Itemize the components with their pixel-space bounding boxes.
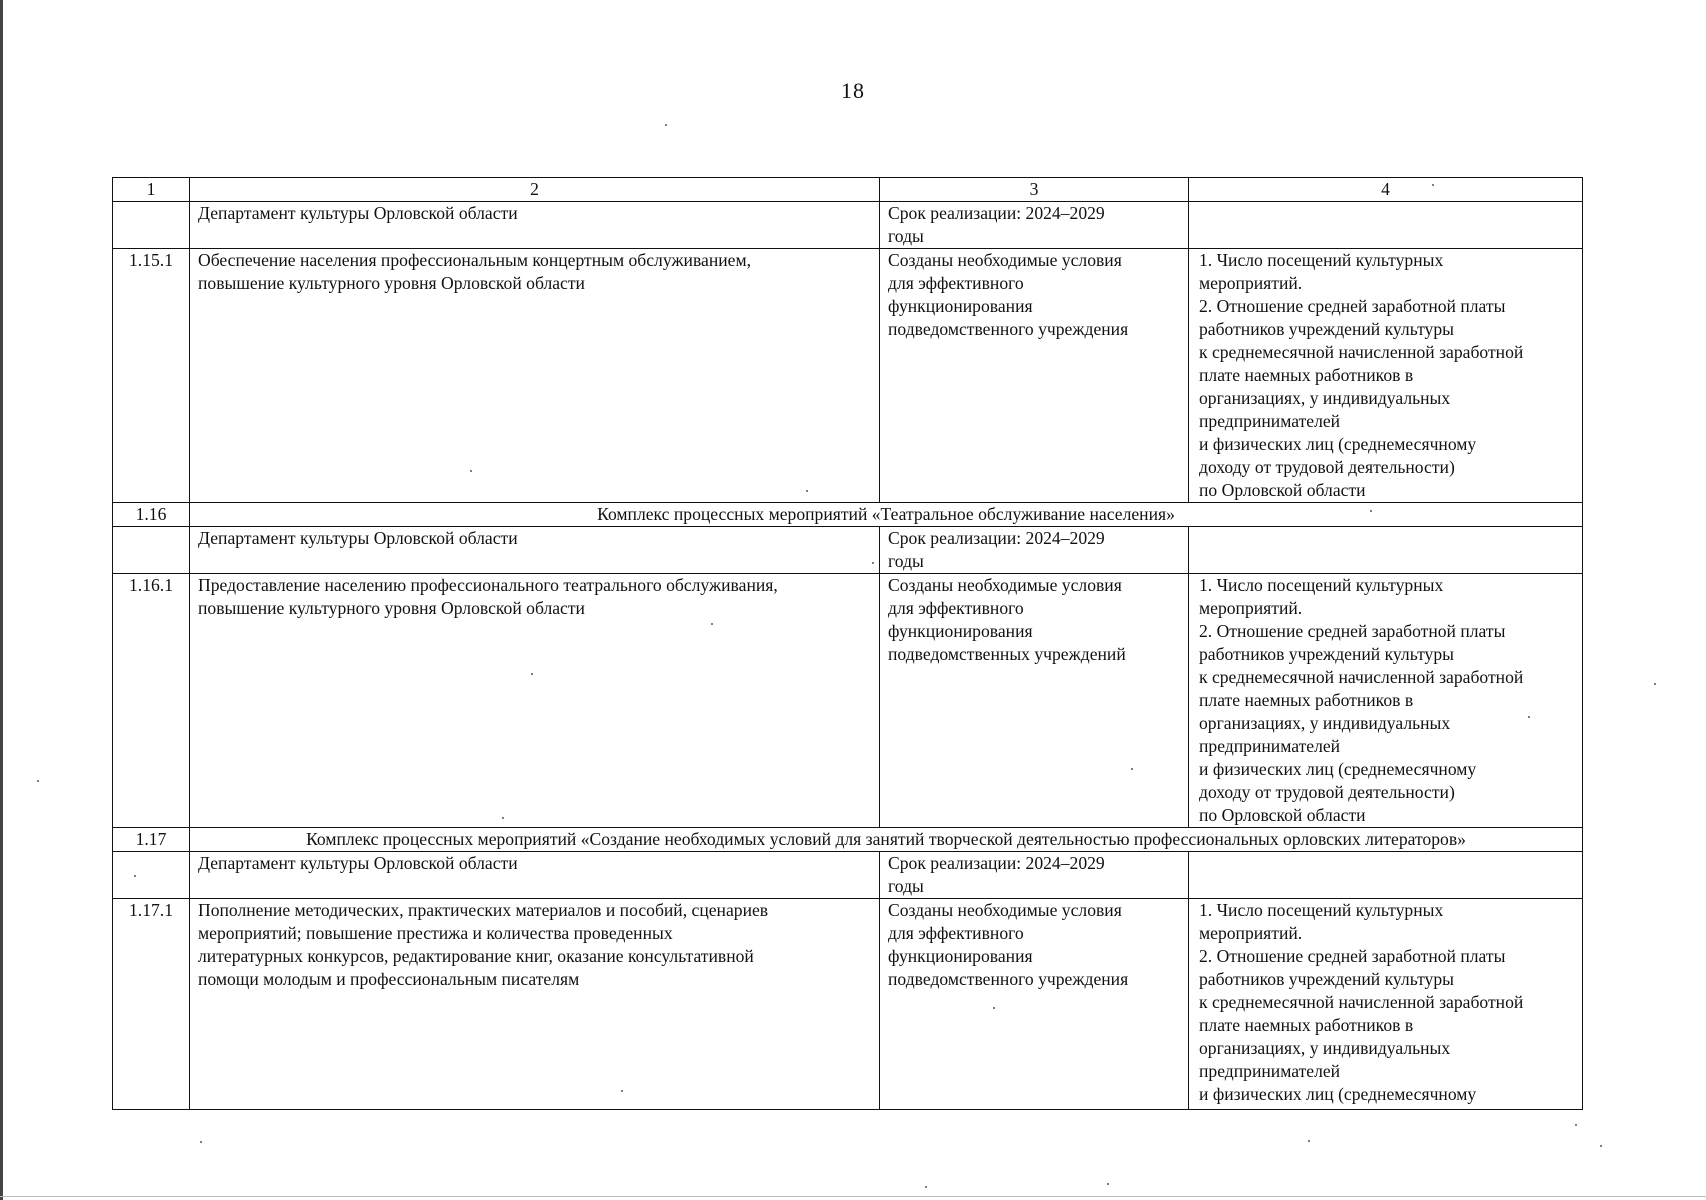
empty-cell [1189, 202, 1583, 249]
item-result [880, 249, 1189, 503]
scan-speck [1131, 768, 1133, 770]
scan-speck [872, 562, 874, 564]
item-number: 1.16.1 [113, 574, 190, 828]
scan-speck [1575, 1124, 1577, 1126]
cell-line: Срок реализации: 2024–2029 [888, 853, 1105, 873]
scan-speck [1370, 510, 1372, 512]
cell-line: и физических лиц (среднемесячному [1199, 434, 1477, 454]
cell-line: мероприятий. [1199, 273, 1303, 293]
item-result [880, 574, 1189, 828]
scan-speck [1432, 184, 1434, 186]
column-header: 2 [190, 178, 880, 202]
scan-speck [1528, 716, 1530, 718]
cell-line: организациях, у индивидуальных [1199, 713, 1451, 733]
cell-line: плате наемных работников в [1199, 690, 1414, 710]
cell-line: Созданы необходимые условия [888, 575, 1122, 595]
empty-cell [1189, 852, 1583, 899]
cell-line: организациях, у индивидуальных [1199, 1038, 1451, 1058]
cell-line: функционирования [888, 296, 1033, 316]
item-row [113, 574, 1583, 828]
column-header: 1 [113, 178, 190, 202]
scan-speck [1107, 1183, 1109, 1185]
cell-line: работников учреждений культуры [1199, 644, 1454, 664]
scan-speck [37, 780, 39, 782]
cell-line: организациях, у индивидуальных [1199, 388, 1451, 408]
scan-speck [531, 673, 533, 675]
responsible-department: Департамент культуры Орловской области [190, 527, 880, 574]
cell-line: 2. Отношение средней заработной платы [1199, 621, 1506, 641]
cell-line: функционирования [888, 946, 1033, 966]
cell-line: Срок реализации: 2024–2029 [888, 528, 1105, 548]
cell-line: по Орловской области [1199, 480, 1366, 500]
cell-line: по Орловской области [1199, 805, 1366, 825]
cell-line: к среднемесячной начисленной заработной [1199, 342, 1524, 362]
cell-line: предпринимателей [1199, 411, 1341, 431]
cell-line: мероприятий. [1199, 923, 1303, 943]
cell-line: подведомственного учреждения [888, 319, 1129, 339]
department-row [113, 527, 1583, 574]
cell-line: Срок реализации: 2024–2029 [888, 203, 1105, 223]
section-row [113, 503, 1583, 527]
column-header: 4 [1189, 178, 1583, 202]
section-row [113, 828, 1583, 852]
scan-speck [621, 1090, 623, 1092]
item-indicators [1189, 574, 1583, 828]
scan-speck [502, 817, 504, 819]
cell-line: доходу от трудовой деятельности) [1199, 457, 1455, 477]
scan-speck [711, 623, 713, 625]
scan-speck [993, 1007, 995, 1009]
implementation-period [880, 527, 1189, 574]
section-title: Комплекс процессных мероприятий «Создание необходимых условий для занятий творческой деятельностью профессиональных орловских литераторов» [190, 828, 1583, 852]
cell-line: и физических лиц (среднемесячному [1199, 759, 1477, 779]
page-edge [0, 0, 3, 1200]
cell-line: 2. Отношение средней заработной платы [1199, 296, 1506, 316]
cell-line: литературных конкурсов, редактирование книг, оказание консультативной [198, 946, 754, 966]
cell-line: для эффективного [888, 598, 1024, 618]
scan-speck [806, 490, 808, 492]
cell-line: подведомственных учреждений [888, 644, 1126, 664]
cell-line: к среднемесячной начисленной заработной [1199, 992, 1524, 1012]
item-number: 1.17.1 [113, 899, 190, 1110]
cell-line: повышение культурного уровня Орловской области [198, 273, 585, 293]
cell-line: для эффективного [888, 273, 1024, 293]
measures-table [112, 177, 1583, 1110]
row-number-empty [113, 527, 190, 574]
cell-line: плате наемных работников в [1199, 1015, 1414, 1035]
cell-line: Обеспечение населения профессиональным концертным обслуживанием, [198, 250, 752, 270]
item-indicators [1189, 249, 1583, 503]
cell-line: мероприятий; повышение престижа и количества проведенных [198, 923, 673, 943]
scan-speck [925, 1186, 927, 1188]
table-header-row [113, 178, 1583, 202]
cell-line: годы [888, 551, 924, 571]
responsible-department: Департамент культуры Орловской области [190, 202, 880, 249]
cell-line: для эффективного [888, 923, 1024, 943]
item-number: 1.15.1 [113, 249, 190, 503]
cell-line: годы [888, 226, 924, 246]
cell-line: помощи молодым и профессиональным писателям [198, 969, 580, 989]
section-title: Комплекс процессных мероприятий «Театральное обслуживание населения» [190, 503, 1583, 527]
implementation-period [880, 852, 1189, 899]
cell-line: 2. Отношение средней заработной платы [1199, 946, 1506, 966]
cell-line: предпринимателей [1199, 1061, 1341, 1081]
cell-line: функционирования [888, 621, 1033, 641]
cell-line: Пополнение методических, практических материалов и пособий, сценариев [198, 900, 769, 920]
responsible-department: Департамент культуры Орловской области [190, 852, 880, 899]
implementation-period [880, 202, 1189, 249]
department-row [113, 852, 1583, 899]
cell-line: 1. Число посещений культурных [1199, 575, 1444, 595]
scan-speck [1654, 683, 1656, 685]
item-description [190, 899, 880, 1110]
item-description [190, 574, 880, 828]
cell-line: Созданы необходимые условия [888, 250, 1122, 270]
section-number: 1.16 [113, 503, 190, 527]
column-header: 3 [880, 178, 1189, 202]
cell-line: предпринимателей [1199, 736, 1341, 756]
item-row [113, 899, 1583, 1110]
cell-line: Предоставление населению профессионального театрального обслуживания, [198, 575, 778, 595]
section-number: 1.17 [113, 828, 190, 852]
cell-line: мероприятий. [1199, 598, 1303, 618]
scan-speck [1308, 1140, 1310, 1142]
cell-line: 1. Число посещений культурных [1199, 250, 1444, 270]
scan-speck [200, 1141, 202, 1143]
scan-bottom-edge [0, 1196, 1706, 1197]
item-row [113, 249, 1583, 503]
page-number: 18 [841, 78, 865, 103]
department-row [113, 202, 1583, 249]
empty-cell [1189, 527, 1583, 574]
row-number-empty [113, 852, 190, 899]
scan-speck [665, 124, 667, 126]
item-description [190, 249, 880, 503]
cell-line: доходу от трудовой деятельности) [1199, 782, 1455, 802]
cell-line: работников учреждений культуры [1199, 969, 1454, 989]
cell-line: и физических лиц (среднемесячному [1199, 1084, 1477, 1104]
cell-line: повышение культурного уровня Орловской области [198, 598, 585, 618]
scan-speck [1600, 1145, 1602, 1147]
cell-line: Созданы необходимые условия [888, 900, 1122, 920]
cell-line: плате наемных работников в [1199, 365, 1414, 385]
cell-line: к среднемесячной начисленной заработной [1199, 667, 1524, 687]
row-number-empty [113, 202, 190, 249]
item-result [880, 899, 1189, 1110]
cell-line: работников учреждений культуры [1199, 319, 1454, 339]
cell-line: годы [888, 876, 924, 896]
cell-line: подведомственного учреждения [888, 969, 1129, 989]
scan-speck [470, 470, 472, 472]
item-indicators [1189, 899, 1583, 1110]
cell-line: 1. Число посещений культурных [1199, 900, 1444, 920]
scan-speck [134, 875, 136, 877]
